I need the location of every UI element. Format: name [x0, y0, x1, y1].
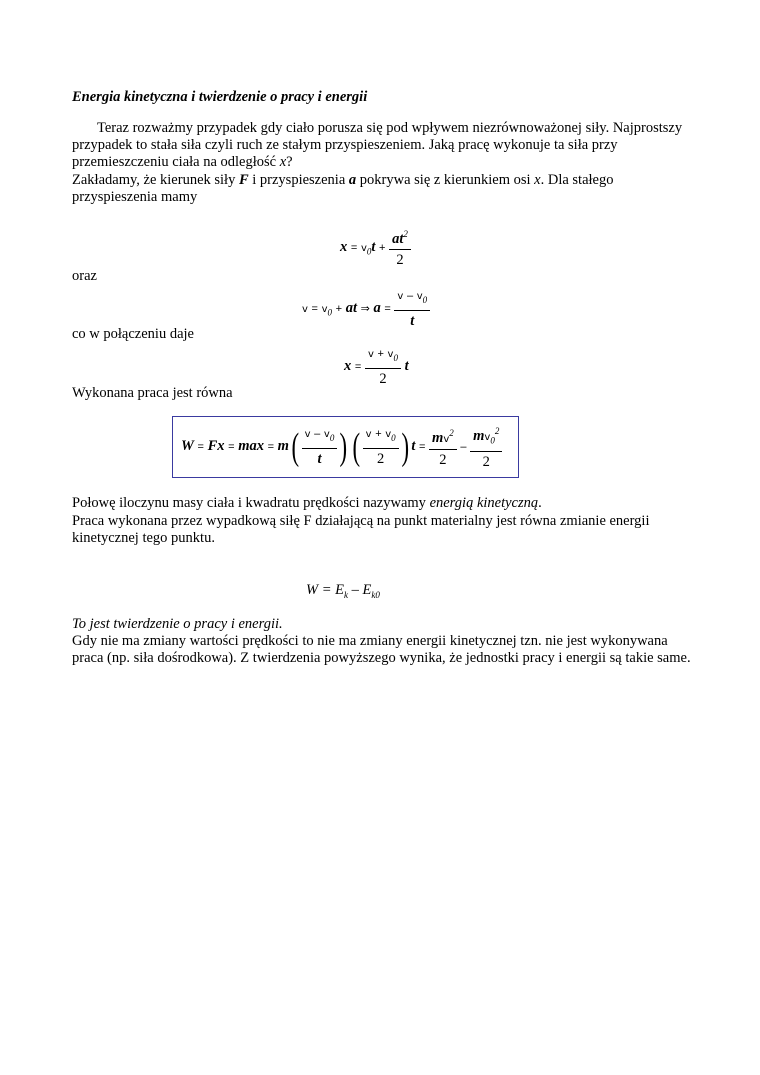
axis-symbol: x [534, 172, 541, 188]
text-oraz: oraz [72, 268, 97, 284]
eq-final-k: k [343, 589, 348, 600]
equation-work: W = Fx = max = m( $\frac{v - v_0}{t}$ ) ( $\frac{v + v_0}{2}$ ) t = $\frac{mv^2}{2}$ – $\frac{mv_0^2}{2}$ [181, 423, 502, 471]
assumption-text-d: . Dla stałego przyspieszenia mamy [72, 172, 614, 205]
equation-position: $x = v_0t$ + $\frac{at^2}{2}$ [340, 226, 411, 269]
assumption-text-b: i przyspieszenia [248, 172, 349, 188]
text-wykonana-praca: Wykonana praca jest równa [72, 385, 233, 401]
paragraph-assumption [72, 172, 692, 206]
eq-final-mid: – E [347, 582, 372, 598]
kinetic-text-b: . [538, 495, 542, 511]
equation-velocity: $v = v_0$ + at ⇒ a = $\frac{v - v_0}{t}$ [302, 287, 430, 330]
paragraph-intro [72, 120, 692, 171]
paragraph-work-theorem: Praca wykonana przez wypadkową siłę F działającą na punkt materialny jest równa zmianie energii kinetycznej tego punktu. [72, 513, 650, 546]
intro-end: ? [286, 154, 293, 170]
acceleration-symbol: a [348, 172, 357, 188]
work-equation-box [172, 416, 519, 478]
kinetic-energy-term: energią kinetyczną [429, 495, 539, 511]
intro-text: Teraz rozważmy przypadek gdy ciało porusza się pod wpływem niezrównoważonej siły. Najprostszy przypadek to stała siła czyli ruch ze stałym przyspieszeniem. Jaką pracę wykonuje ta siła przy przemieszczeniu ciała na odległość [72, 120, 683, 170]
force-symbol: F [238, 172, 249, 188]
paragraph-kinetic-energy [72, 495, 692, 512]
assumption-text-c: pokrywa się z kierunkiem osi [356, 172, 535, 188]
theorem-statement: To jest twierdzenie o pracy i energii. [72, 616, 283, 632]
equation-combined: x = $\frac{v + v_0}{2}$ t [344, 345, 409, 388]
assumption-text-a: Zakładamy, że kierunek siły [72, 172, 239, 188]
equation-work-energy [306, 582, 380, 604]
text-co-w-polaczeniu: co w połączeniu daje [72, 326, 194, 342]
intro-variable: x [279, 154, 287, 170]
section-heading: Energia kinetyczna i twierdzenie o pracy i energii [72, 89, 368, 105]
kinetic-text-a: Połowę iloczynu masy ciała i kwadratu prędkości nazywamy [72, 495, 430, 511]
eq-final-k0: k0 [371, 589, 380, 600]
paragraph-conclusion: Gdy nie ma zmiany wartości prędkości to nie ma zmiany energii kinetycznej tzn. nie jest wykonywana praca (np. siła dośrodkowa). Z twierdzenia powyższego wynika, że jednostki pracy i energii są takie same. [72, 633, 691, 666]
eq-final-a: W = E [306, 582, 344, 598]
